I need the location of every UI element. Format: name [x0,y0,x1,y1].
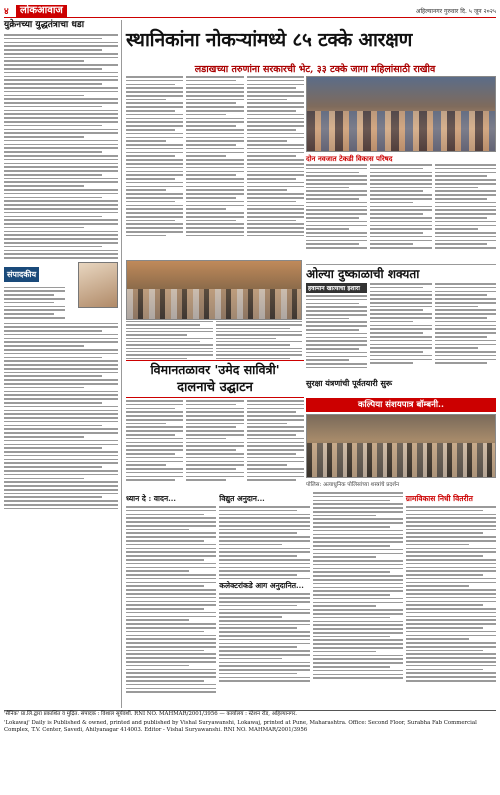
main-story-body [126,76,304,256]
left-column-article [4,20,122,708]
main-photo-caption: दोन नवजात टेकडी विकास परिषद [306,154,393,163]
date-line: अहिल्यानगर गुरुवार दि. ५ जून २०२५ [415,7,496,15]
main-story-right-body [306,164,496,260]
security-headline[interactable]: सुरक्षा यंत्रणांची पूर्वतयारी सुरू [306,378,393,388]
article-body [4,34,118,259]
editorial-label: संपादकीय [4,267,39,282]
page-number: ४ [4,7,9,17]
drought-headline[interactable]: ओल्या दुष्काळाची शक्यता [306,264,496,280]
editorial-block [4,262,118,319]
main-subheadline: लडाखच्या तरुणांना सरकारची भेट, ३३ टक्के जागा महिलांसाठी राखीव [194,64,436,75]
footer-marathi-line: 'सैनिक' प्रा.लि.द्वारा प्रकाशित व मुद्रित. संपादक : विशाल सूर्यवंशी. RNI NO. MAHMAR/2001/3956 — कार्यालय : स्टेशन रोड, अहिल्यानगर. [4,711,297,717]
lower-section [126,492,496,708]
drought-box-label: हवामान खात्याचा इशारा [306,283,367,293]
police-photo[interactable] [306,414,496,478]
footer-english-line: 'Lokawaj' Daily is Published & owned, printed and published by Vishal Suryawanshi, Lokawaj, printed at Pune, Maharashtra. Office: Second Floor, Surabha Fab Commercial Complex, T.V. Center, Savedi, Ahilyanagar 414003. Editor - Vishal Suryawanshi. RNI NO. MAHMAR/2001/3956 [4,720,477,733]
main-headline[interactable]: स्थानिकांना नोकऱ्यांमध्ये ८५ टक्के आरक्षण [126,29,413,51]
lower-subheading-4[interactable]: ग्रामविकास निधी वितरीत [405,494,473,503]
main-story-photo[interactable] [306,76,496,152]
police-photo-caption: पोलिस: अत्याधुनिक पोलिसांच्या शस्त्रांचे प्रदर्शन [306,482,400,488]
imprint-footer [4,710,496,790]
lower-subheading-2[interactable]: विद्युत अनुदान... [219,494,265,503]
drought-story-body [306,283,496,375]
newspaper-logo[interactable]: लोकआवाज [16,5,67,17]
airport-headline-line-2: दालनाचे उद्घाटन [177,380,253,395]
event-photo-text [126,321,302,359]
red-banner-headline[interactable]: कल्पिया संशयपात्र बॉम्बनी.. [306,398,496,412]
left-column-headline[interactable]: युक्रेनच्या युद्धतंत्राचा धडा [4,20,85,30]
lower-subheading-3[interactable]: कलेक्टरांकडे आग अनुदानित... [219,581,304,591]
airport-story-headline[interactable] [126,360,304,398]
masthead [4,4,496,18]
lower-subheading-1[interactable]: ध्यान दे : वादन... [126,494,176,503]
airport-headline-line-1: विमानतळावर 'उमेद सावित्री' [150,362,280,377]
event-photo[interactable] [126,260,302,320]
airport-story-body [126,400,304,490]
editor-photo [78,262,118,308]
security-story [306,378,496,398]
